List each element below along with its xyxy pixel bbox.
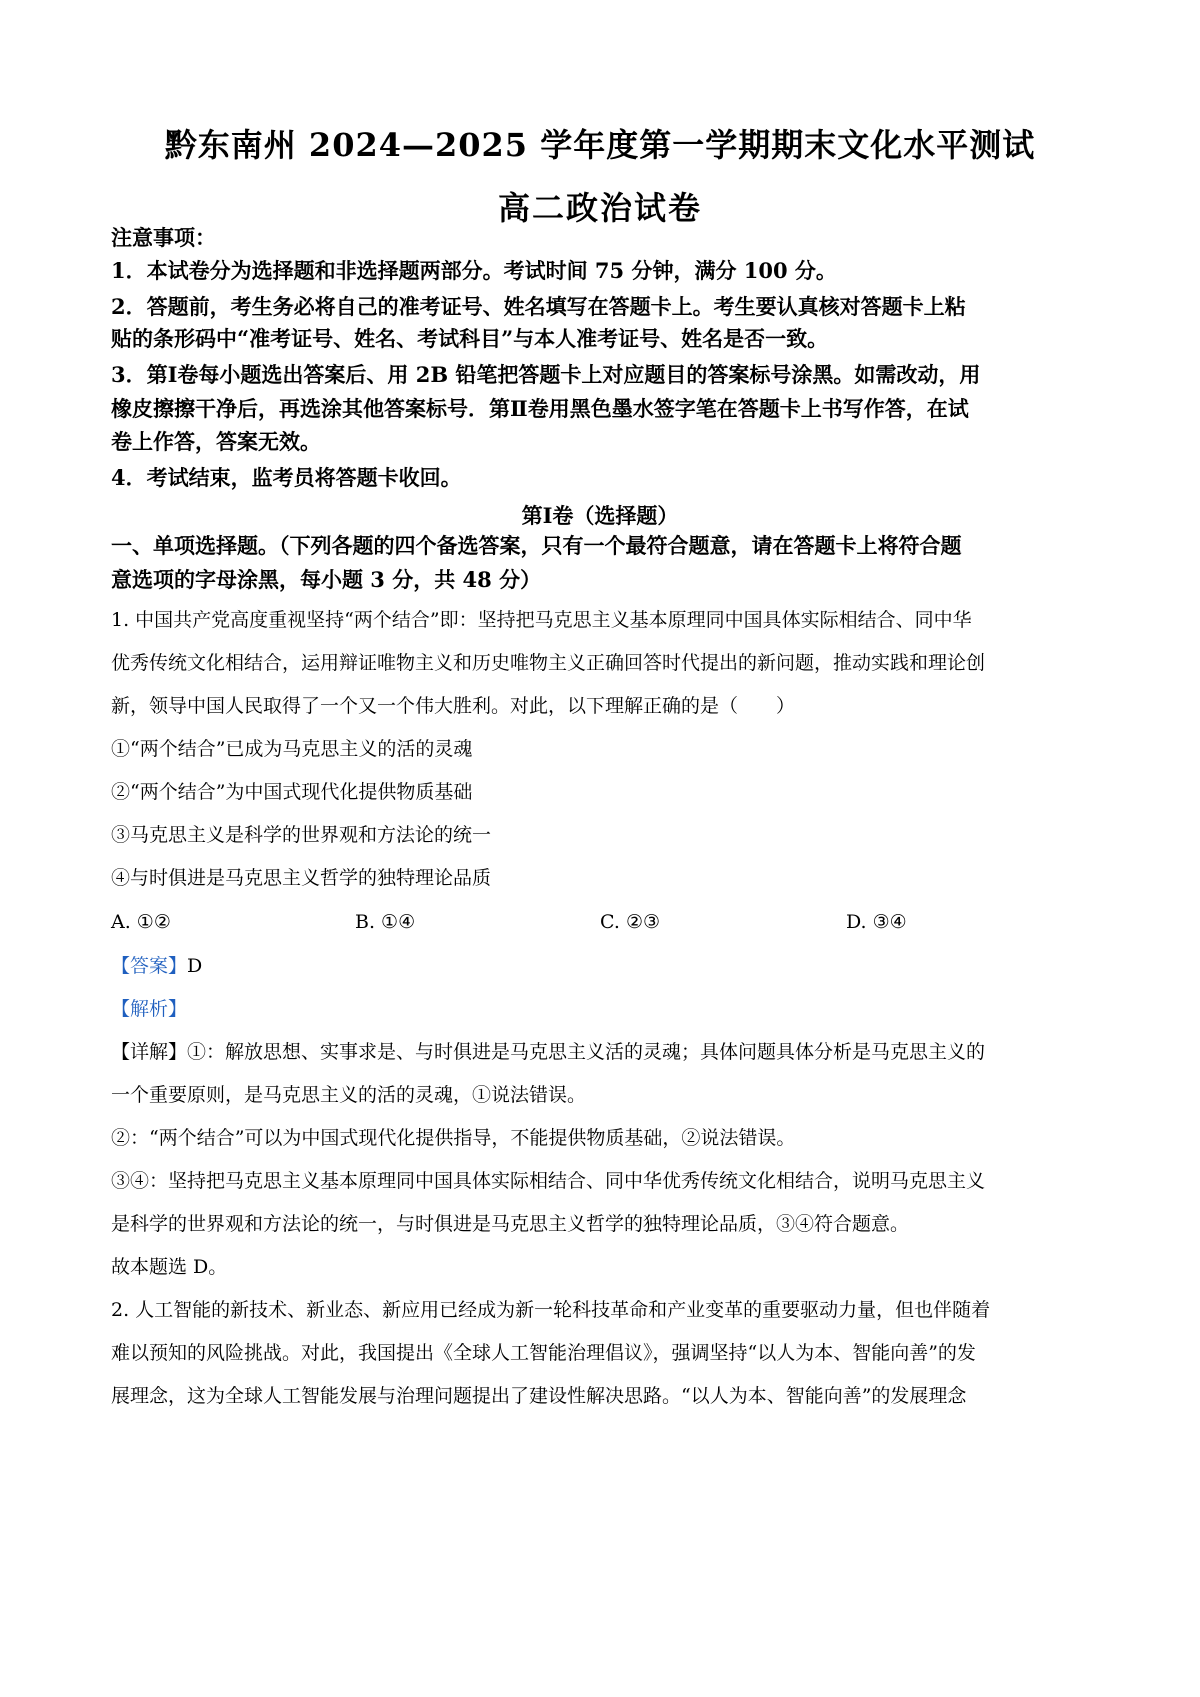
notice-line: 4．考试结束，监考员将答题卡收回。 — [111, 465, 462, 490]
option-a: A. ①② — [111, 911, 171, 933]
notice-line: 3．第Ⅰ卷每小题选出答案后、用 2B 铅笔把答题卡上对应题目的答案标号涂黑。如需改动，用 — [111, 362, 981, 387]
notice-line: 1．本试卷分为选择题和非选择题两部分。考试时间 75 分钟，满分 100 分。 — [111, 258, 837, 283]
option-b: B. ①④ — [355, 911, 416, 933]
part-title: 第Ⅰ卷（选择题） — [521, 503, 679, 528]
answer-line — [111, 954, 1101, 978]
notice-line: 橡皮擦擦干净后，再选涂其他答案标号．第Ⅱ卷用黑色墨水签字笔在答题卡上书写作答，在试 — [111, 396, 969, 421]
statement: ②“两个结合”为中国式现代化提供物质基础 — [111, 781, 473, 803]
analysis-tag: 【解析】 — [111, 998, 188, 1020]
exam-subtitle: 高二政治试卷 — [497, 189, 702, 227]
detail-line: 是科学的世界观和方法论的统一，与时俱进是马克思主义哲学的独特理论品质，③④符合题意。 — [111, 1213, 910, 1235]
option-c: C. ②③ — [600, 911, 661, 933]
answer-value: D — [187, 955, 203, 977]
statement: ③马克思主义是科学的世界观和方法论的统一 — [111, 824, 492, 846]
exam-title: 黔东南州 2024—2025 学年度第一学期期末文化水平测试 — [164, 126, 1036, 164]
question-stem: 新，领导中国人民取得了一个又一个伟大胜利。对此，以下理解正确的是（ ） — [111, 695, 796, 717]
question-stem: 1. 中国共产党高度重视坚持“两个结合”即：坚持把马克思主义基本原理同中国具体实际相结合、同中华 — [111, 609, 972, 631]
notice-heading: 注意事项： — [111, 225, 216, 250]
section-instruction: 意选项的字母涂黑，每小题 3 分，共 48 分） — [111, 567, 542, 592]
detail-line: 故本题选 D。 — [111, 1256, 228, 1278]
statement: ④与时俱进是马克思主义哲学的独特理论品质 — [111, 867, 492, 889]
option-d: D. ③④ — [846, 911, 907, 933]
detail-line: ②：“两个结合”可以为中国式现代化提供指导，不能提供物质基础，②说法错误。 — [111, 1127, 796, 1149]
question-stem: 优秀传统文化相结合，运用辩证唯物主义和历史唯物主义正确回答时代提出的新问题，推动实践和理论创 — [111, 652, 986, 674]
question-stem: 2. 人工智能的新技术、新业态、新应用已经成为新一轮科技革命和产业变革的重要驱动力量，但也伴随着 — [111, 1299, 991, 1321]
question-stem: 展理念，这为全球人工智能发展与治理问题提出了建设性解决思路。“以人为本、智能向善”的发展理念 — [111, 1385, 967, 1407]
detail-line: 【详解】①：解放思想、实事求是、与时俱进是马克思主义活的灵魂；具体问题具体分析是马克思主义的 — [111, 1041, 986, 1063]
detail-line: ③④：坚持把马克思主义基本原理同中国具体实际相结合、同中华优秀传统文化相结合，说明马克思主义 — [111, 1170, 986, 1192]
detail-line: 一个重要原则，是马克思主义的活的灵魂，①说法错误。 — [111, 1084, 587, 1106]
notice-line: 贴的条形码中“准考证号、姓名、考试科目”与本人准考证号、姓名是否一致。 — [111, 326, 829, 351]
notice-line: 卷上作答，答案无效。 — [111, 429, 321, 454]
notice-line: 2．答题前，考生务必将自己的准考证号、姓名填写在答题卡上。考生要认真核对答题卡上粘 — [111, 294, 966, 319]
analysis-line — [111, 997, 1101, 1021]
question-stem: 难以预知的风险挑战。对此，我国提出《全球人工智能治理倡议》，强调坚持“以人为本、智能向善”的发 — [111, 1342, 976, 1364]
answer-tag: 【答案】 — [111, 955, 188, 977]
section-instruction: 一、单项选择题。（下列各题的四个备选答案，只有一个最符合题意，请在答题卡上将符合题 — [111, 533, 962, 558]
statement: ①“两个结合”已成为马克思主义的活的灵魂 — [111, 738, 473, 760]
